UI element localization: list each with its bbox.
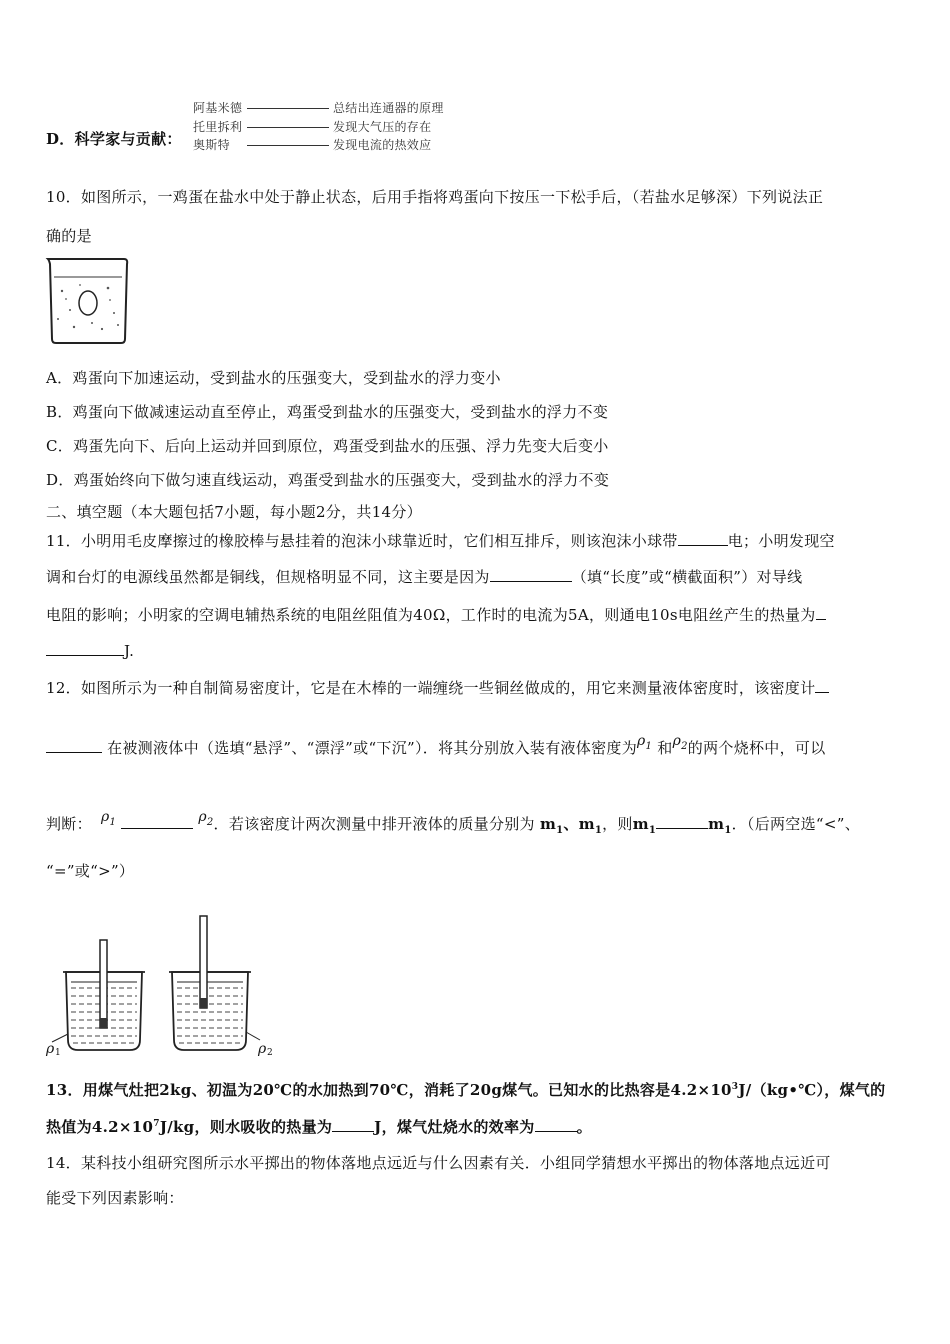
q10-option-d: D．鸡蛋始终向下做匀速直线运动，鸡蛋受到盐水的压强变大，受到盐水的浮力不变 xyxy=(46,471,610,489)
q14-line-1: 14．某科技小组研究图所示水平掷出的物体落地点远近与什么因素有关．小组同学猜想水平掷出的物体落地点远近可 xyxy=(46,1154,831,1172)
q13-blank-2[interactable] xyxy=(535,1117,577,1132)
match-row-3: 奥斯特 发现电流的热效应 xyxy=(193,138,432,152)
q12-line-1: 12．如图所示为一种自制简易密度计，它是在木棒的一端缠绕一些铜丝做成的，用它来测量液体密度时，该密度计 xyxy=(46,677,829,698)
q11-line-1: 11．小明用毛皮摩擦过的橡胶棒与悬挂着的泡沫小球靠近时，它们相互排斥，则该泡沫小球带 电；小明发现空 xyxy=(46,532,835,550)
density-meter-figure xyxy=(44,912,284,1057)
q11-blank-2[interactable] xyxy=(490,567,572,582)
q12-line-2: 在被测液体中（选填“悬浮”、“漂浮”或“下沉”）．将其分别放入装有液体密度为$\rho_1$ 和$\rho_2$的两个烧杯中，可以 xyxy=(46,737,826,760)
match-row-1: 阿基米德 总结出连通器的原理 xyxy=(193,101,444,115)
q11-line-2: 调和台灯的电源线虽然都是铜线，但规格明显不同，这主要是因为 （填“长度”或“横截面积”）对导线 xyxy=(46,568,803,586)
q12-line-4: “=”或“>”） xyxy=(46,862,135,880)
q14-line-2: 能受下列因素影响： xyxy=(46,1189,184,1207)
q13-blank-1[interactable] xyxy=(332,1117,374,1132)
q10-option-c: C．鸡蛋先向下、后向上运动并回到原位，鸡蛋受到盐水的压强、浮力先变大后变小 xyxy=(46,437,609,455)
q11-line-3: 电阻的影响；小明家的空调电辅热系统的电阻丝阻值为40Ω，工作时的电流为5A，则通电10s电阻丝产生的热量为 xyxy=(46,604,826,625)
svg-text:2: 2 xyxy=(267,1048,273,1057)
q11-line-4: J. xyxy=(46,641,134,660)
q10-option-b: B．鸡蛋向下做减速运动直至停止，鸡蛋受到盐水的压强变大，受到盐水的浮力不变 xyxy=(46,403,609,421)
svg-text:1: 1 xyxy=(55,1048,61,1057)
svg-text:ρ: ρ xyxy=(46,1041,55,1057)
q10-option-a: A．鸡蛋向下加速运动，受到盐水的压强变大，受到盐水的浮力变小 xyxy=(46,369,501,387)
q11-blank-3[interactable] xyxy=(816,605,826,620)
svg-text:ρ: ρ xyxy=(258,1041,267,1057)
q12-blank-3[interactable] xyxy=(656,814,708,829)
q9-option-d-label: D．科学家与贡献： xyxy=(46,130,182,148)
q13-line-2: 热值为$4.2\times 10^7J/kg$，则水吸收的热量为 J，煤气灶烧水的效率为 。 xyxy=(46,1118,592,1136)
q12-blank-1[interactable] xyxy=(815,678,829,693)
q11-blank-1[interactable] xyxy=(678,531,728,546)
match-row-2: 托里拆利 发现大气压的存在 xyxy=(193,120,432,134)
section-2-heading: 二、填空题（本大题包括7小题，每小题2分，共14分） xyxy=(46,503,422,521)
q12-blank-2[interactable] xyxy=(121,814,193,829)
q10-stem-line-1: 10．如图所示，一鸡蛋在盐水中处于静止状态，后用手指将鸡蛋向下按压一下松手后，（若盐水足够深）下列说法正 xyxy=(46,188,824,206)
q13-line-1: 13．用煤气灶把2kg、初温为20℃的水加热到70℃，消耗了20g煤气。已知水的比热容是$4.2\times 10^3J/(kg•℃)$，煤气的 xyxy=(46,1081,886,1099)
beaker-egg-figure xyxy=(44,255,134,347)
q12-line-3: 判断： $\rho_1$ $\rho_2$．若该密度计两次测量中排开液体的质量分别为 $m_1$、$m_1$，则$m_1$ $m_1$．（后两空选“<”、 xyxy=(46,809,861,836)
q10-stem-line-2: 确的是 xyxy=(46,227,92,245)
